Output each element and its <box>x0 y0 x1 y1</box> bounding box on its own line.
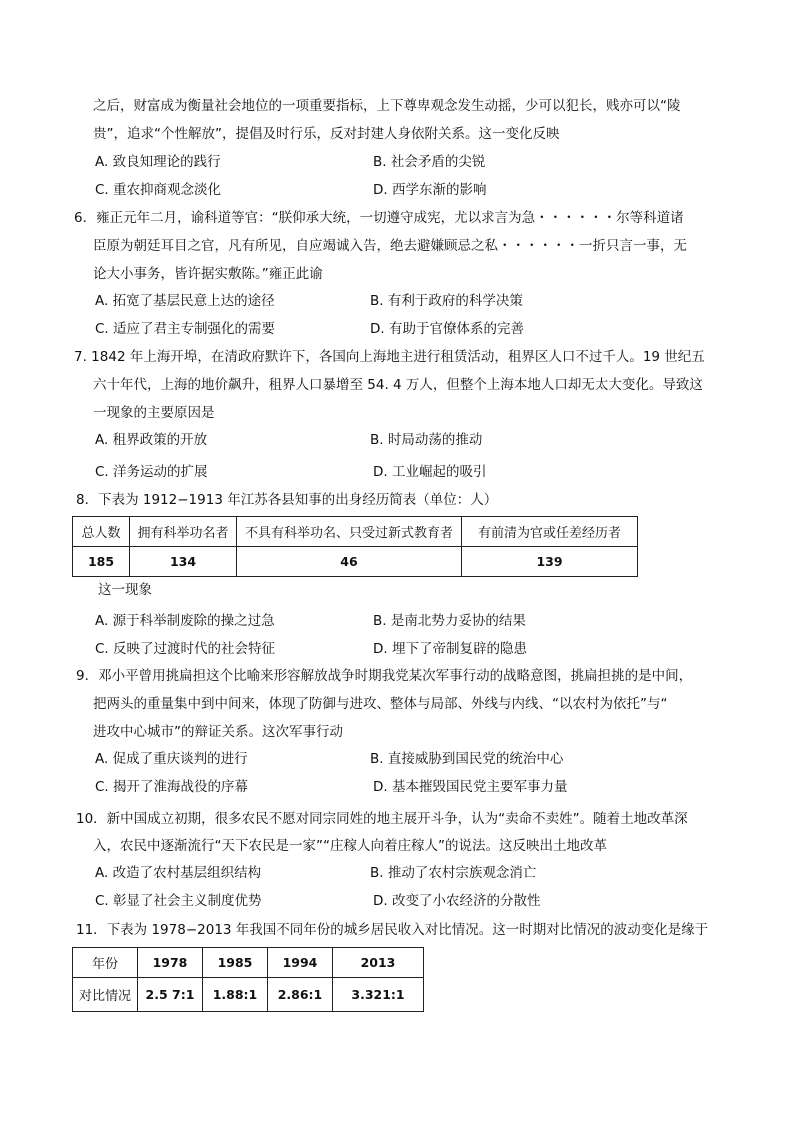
q8-header-total: 总人数 <box>73 517 130 547</box>
q6-option-b[interactable]: B. 有利于政府的科学决策 <box>370 293 523 309</box>
q7-option-b[interactable]: B. 时局动荡的推动 <box>370 432 483 448</box>
q9-option-c[interactable]: C. 揭开了淮海战役的序幕 <box>95 779 249 795</box>
q8-value-total: 185 <box>73 547 130 577</box>
q10-text-line-2: 入，农民中逐渐流行“天下农民是一家”“庄稼人向着庄稼人”的说法。这反映出土地改革 <box>93 838 607 854</box>
q5-option-a[interactable]: A. 致良知理论的践行 <box>95 154 221 170</box>
q11-year-1994: 1994 <box>268 948 333 978</box>
q8-value-new-education: 46 <box>237 547 462 577</box>
q11-label-year: 年份 <box>73 948 138 978</box>
q9-option-a[interactable]: A. 促成了重庆谈判的进行 <box>95 751 248 767</box>
q7-option-a[interactable]: A. 租界政策的开放 <box>95 432 208 448</box>
q8-header-new-education: 不具有科举功名、只受过新式教育者 <box>237 517 462 547</box>
q8-table <box>72 516 638 577</box>
q9-option-b[interactable]: B. 直接威胁到国民党的统治中心 <box>370 751 564 767</box>
q8-option-b[interactable]: B. 是南北势力妥协的结果 <box>373 613 526 629</box>
q8-value-imperial-degree: 134 <box>130 547 237 577</box>
q10-option-a[interactable]: A. 改造了农村基层组织结构 <box>95 865 262 881</box>
q11-year-2013: 2013 <box>333 948 424 978</box>
q5-option-d[interactable]: D. 西学东渐的影响 <box>373 182 487 198</box>
q8-option-d[interactable]: D. 埋下了帝制复辟的隐患 <box>373 641 527 657</box>
q11-ratio-1978: 2.5 7:1 <box>138 978 203 1012</box>
q6-option-d[interactable]: D. 有助于官僚体系的完善 <box>370 321 524 337</box>
q10-text-line-1: 10．新中国成立初期，很多农民不愿对同宗同姓的地主展开斗争，认为“卖命不卖姓”。随着土地改革深 <box>76 811 688 827</box>
q8-text-line-1: 8．下表为 1912−1913 年江苏各县知事的出身经历简表（单位：人） <box>76 492 498 508</box>
q8-option-c[interactable]: C. 反映了过渡时代的社会特征 <box>95 641 276 657</box>
q11-ratio-2013: 3.321:1 <box>333 978 424 1012</box>
q11-ratio-1994: 2.86:1 <box>268 978 333 1012</box>
q5-option-b[interactable]: B. 社会矛盾的尖锐 <box>373 154 486 170</box>
q5-text-line-2: 贵”，追求“个性解放”，提倡及时行乐，反对封建人身依附关系。这一变化反映 <box>93 126 560 142</box>
q8-header-imperial-degree: 拥有科举功名者 <box>130 517 237 547</box>
q8-value-qing-official: 139 <box>462 547 638 577</box>
q6-text-line-1: 6．雍正元年二月，谕科道等官：“朕仰承大统，一切遵守成宪，尤以求言为急・・・・・・尔等科道诸 <box>74 210 684 226</box>
q6-option-a[interactable]: A. 拓宽了基层民意上达的途径 <box>95 293 275 309</box>
q9-option-d[interactable]: D. 基本摧毁国民党主要军事力量 <box>373 779 568 795</box>
q5-option-c[interactable]: C. 重农抑商观念淡化 <box>95 182 222 198</box>
q9-text-line-1: 9．邓小平曾用挑扁担这个比喻来形容解放战争时期我党某次军事行动的战略意图，挑扁担挑的是中间， <box>76 668 693 684</box>
q11-year-1985: 1985 <box>203 948 268 978</box>
q10-option-b[interactable]: B. 推动了农村宗族观念消亡 <box>370 865 537 881</box>
q10-option-d[interactable]: D. 改变了小农经济的分散性 <box>373 893 541 909</box>
q7-option-d[interactable]: D. 工业崛起的吸引 <box>373 464 487 480</box>
q11-year-1978: 1978 <box>138 948 203 978</box>
q5-text-line-1: 之后，财富成为衡量社会地位的一项重要指标，上下尊卑观念发生动摇，少可以犯长，贱亦可以“陵 <box>93 98 681 114</box>
q8-option-a[interactable]: A. 源于科举制废除的操之过急 <box>95 613 275 629</box>
q9-text-line-2: 把两头的重量集中到中间来，体现了防御与进攻、整体与局部、外线与内线、“以农村为依托”与“ <box>93 696 668 712</box>
q6-option-c[interactable]: C. 适应了君主专制强化的需要 <box>95 321 276 337</box>
q11-ratio-1985: 1.88:1 <box>203 978 268 1012</box>
q11-text-line-1: 11．下表为 1978−2013 年我国不同年份的城乡居民收入对比情况。这一时期对比情况的波动变化是缘于 <box>76 922 709 938</box>
q11-label-ratio: 对比情况 <box>73 978 138 1012</box>
q11-table <box>72 947 424 1012</box>
q7-text-line-3: 一现象的主要原因是 <box>93 405 215 421</box>
q7-text-line-1: 7. 1842 年上海开埠，在清政府默许下，各国向上海地主进行租赁活动，租界区人口不过千人。19 世纪五 <box>74 349 705 365</box>
q6-text-line-3: 论大小事务，皆许据实敷陈。”雍正此谕 <box>93 266 323 282</box>
q9-text-line-3: 进攻中心城市”的辩证关系。这次军事行动 <box>93 724 343 740</box>
q10-option-c[interactable]: C. 彰显了社会主义制度优势 <box>95 893 262 909</box>
q8-text-after-table: 这一现象 <box>98 582 152 598</box>
q6-text-line-2: 臣原为朝廷耳目之官，凡有所见，自应竭诚入告，绝去避嫌顾忌之私・・・・・・一折只言一事，无 <box>93 238 687 254</box>
q8-header-qing-official: 有前清为官或任差经历者 <box>462 517 638 547</box>
q7-option-c[interactable]: C. 洋务运动的扩展 <box>95 464 208 480</box>
q7-text-line-2: 六十年代，上海的地价飙升，租界人口暴增至 54. 4 万人，但整个上海本地人口却无太大变化。导致这 <box>93 377 703 393</box>
